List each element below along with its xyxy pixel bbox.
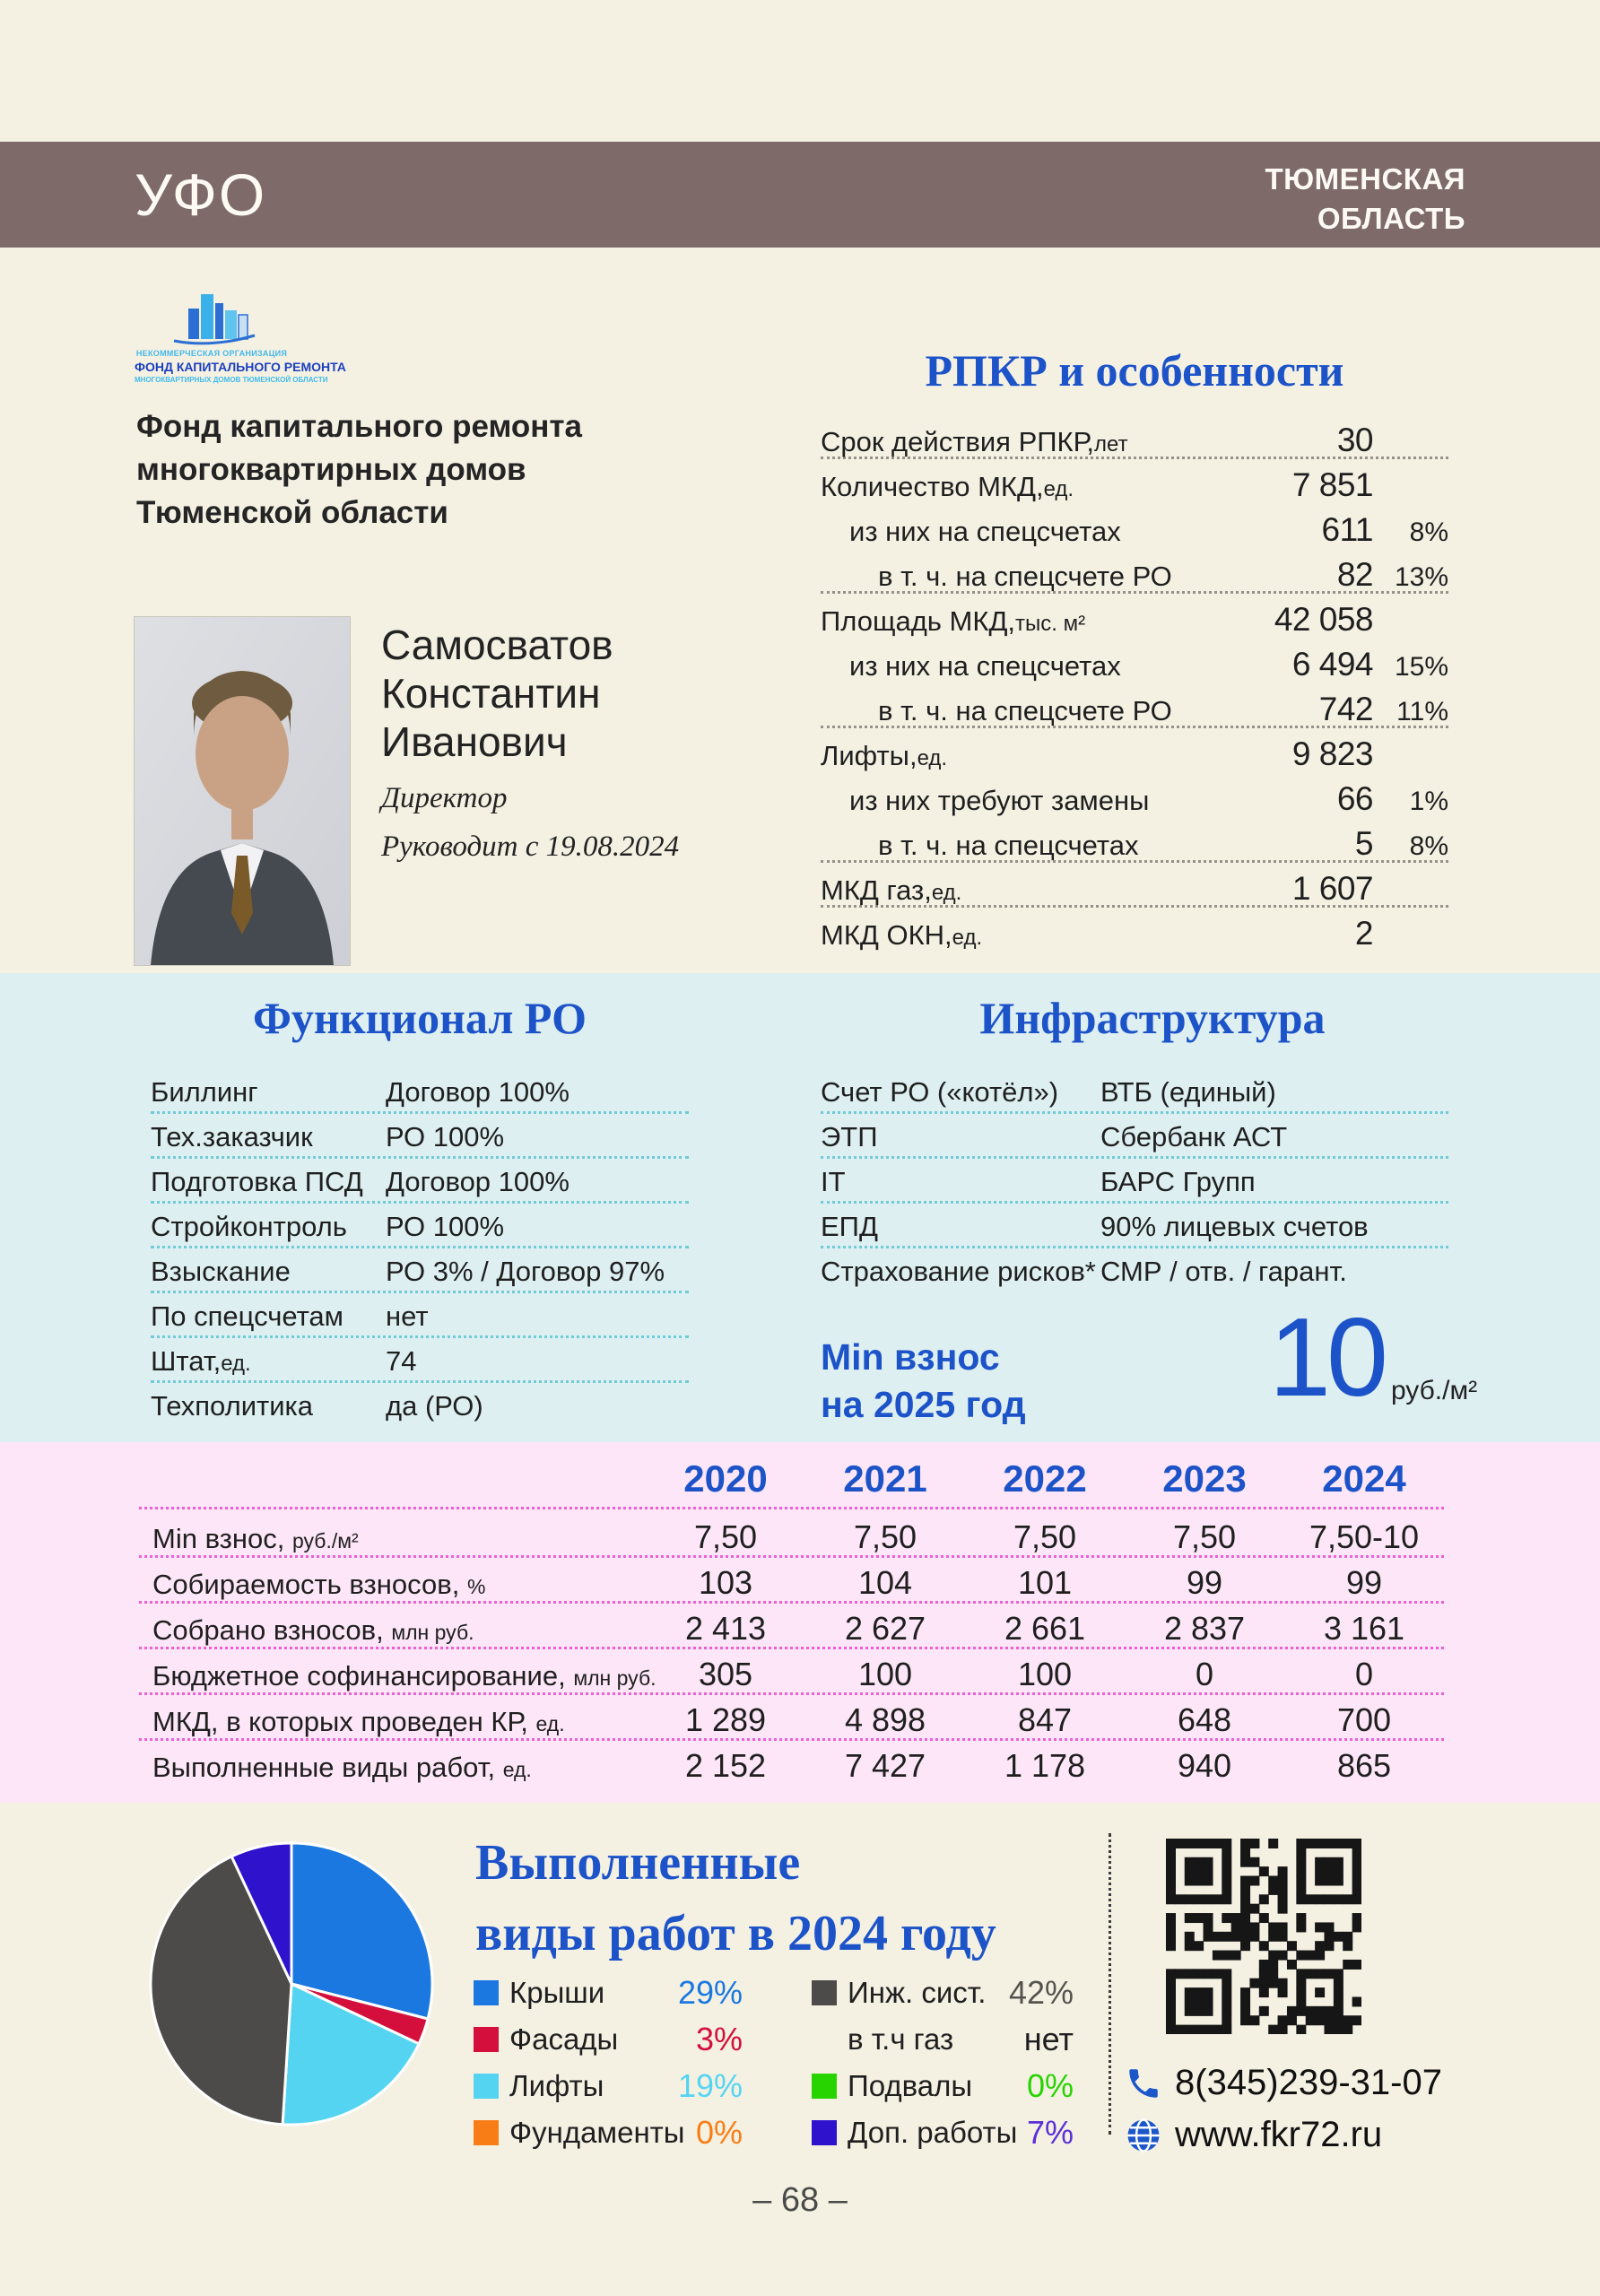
legend-swatch bbox=[812, 1980, 837, 2005]
rpkr-row bbox=[821, 549, 1448, 594]
phone-row bbox=[1125, 2063, 1442, 2103]
row-values bbox=[646, 1701, 1444, 1739]
row-label: Стройконтроль bbox=[151, 1211, 347, 1242]
year-value: 847 bbox=[1017, 1701, 1073, 1738]
years-header bbox=[139, 1457, 1444, 1509]
row-label: Биллинг bbox=[151, 1076, 258, 1108]
row-label: Взыскание bbox=[151, 1256, 291, 1287]
row-label: ЭТП bbox=[821, 1121, 878, 1152]
row-label: из них требуют замены bbox=[849, 785, 1150, 816]
legend-swatch bbox=[474, 2027, 499, 2052]
legend-label: Фундаменты bbox=[509, 2116, 685, 2149]
region-line1: ТЮМЕНСКАЯ bbox=[1265, 162, 1465, 196]
legend-label: Доп. работы bbox=[848, 2116, 1018, 2149]
year-value: 99 bbox=[1186, 1564, 1223, 1601]
year-value: 7,50-10 bbox=[1309, 1518, 1420, 1555]
legend-item bbox=[474, 1970, 743, 2016]
functional-row bbox=[151, 1383, 689, 1428]
infrastructure-row bbox=[821, 1204, 1448, 1248]
years-row bbox=[139, 1558, 1444, 1604]
min-fee-label bbox=[821, 1334, 1026, 1429]
page-number: – 68 – bbox=[752, 2181, 848, 2219]
buildings-icon bbox=[161, 291, 262, 346]
row-value: 74 bbox=[386, 1345, 417, 1377]
rpkr-row bbox=[821, 639, 1448, 683]
row-label: IT bbox=[821, 1166, 846, 1197]
year-value: 100 bbox=[857, 1656, 913, 1692]
year-value: 7 427 bbox=[844, 1747, 926, 1784]
row-label: Срок действия РПКР,лет bbox=[821, 426, 1128, 457]
row-label: По спецсчетам bbox=[151, 1300, 343, 1332]
row-value: Договор 100% bbox=[386, 1166, 570, 1197]
row-value: 82 bbox=[1336, 556, 1373, 593]
year-label: 2020 bbox=[683, 1457, 768, 1500]
year-value: 2 413 bbox=[684, 1610, 767, 1647]
legend-value: 0% bbox=[695, 2114, 743, 2151]
legend-item bbox=[474, 2109, 743, 2156]
chart-legend-left bbox=[474, 1970, 743, 2156]
row-value: ВТБ (единый) bbox=[1100, 1076, 1276, 1108]
row-value: 66 bbox=[1336, 780, 1373, 817]
chart-title bbox=[475, 1828, 996, 1970]
legend-value: нет bbox=[1023, 2021, 1074, 2057]
legend-swatch bbox=[812, 2074, 837, 2099]
director-name-line2: Константин bbox=[381, 670, 601, 717]
functional-table bbox=[151, 1069, 689, 1428]
functional-row bbox=[151, 1069, 689, 1114]
rpkr-row bbox=[821, 594, 1448, 639]
legend-item bbox=[474, 2063, 743, 2109]
infrastructure-table bbox=[821, 1069, 1448, 1293]
legend-item bbox=[812, 2063, 1074, 2109]
year-value: 2 152 bbox=[684, 1747, 767, 1784]
row-percent: 15% bbox=[1394, 652, 1448, 682]
chart-title-line2: виды работ в 2024 году bbox=[475, 1906, 996, 1961]
rpkr-table bbox=[821, 414, 1448, 952]
rpkr-section-title: РПКР и особенности bbox=[925, 345, 1344, 396]
year-value: 1 289 bbox=[684, 1701, 767, 1738]
year-value: 940 bbox=[1177, 1747, 1232, 1784]
rpkr-row bbox=[821, 773, 1448, 818]
row-value: 1 607 bbox=[1291, 870, 1373, 907]
row-value: РО 100% bbox=[386, 1121, 505, 1152]
row-label: Штат,ед. bbox=[151, 1345, 251, 1377]
row-label: Страхование рисков* bbox=[821, 1256, 1096, 1287]
director-position: Директор bbox=[381, 782, 508, 814]
year-value: 648 bbox=[1177, 1701, 1232, 1738]
row-label: Min взнос, руб./м² bbox=[152, 1523, 359, 1554]
portrait-image bbox=[135, 617, 350, 965]
legend-label: Фасады bbox=[509, 2022, 619, 2056]
chart-title-line1: Выполненные bbox=[475, 1835, 801, 1891]
rpkr-row bbox=[821, 504, 1448, 549]
infrastructure-row bbox=[821, 1069, 1448, 1114]
year-value: 865 bbox=[1336, 1747, 1392, 1784]
legend-label: в т.ч газ bbox=[848, 2022, 954, 2056]
infrastructure-row bbox=[821, 1248, 1448, 1293]
functional-row bbox=[151, 1204, 689, 1248]
years-table bbox=[139, 1512, 1444, 1787]
region-label bbox=[1265, 160, 1465, 239]
row-label: Количество МКД,ед. bbox=[821, 471, 1074, 502]
legend-item bbox=[474, 2016, 743, 2063]
fund-name-line1: Фонд капитального ремонта bbox=[136, 409, 583, 444]
row-values bbox=[646, 1610, 1444, 1648]
rpkr-row bbox=[821, 459, 1448, 504]
legend-item bbox=[812, 1970, 1074, 2016]
row-label: в т. ч. на спецсчете РО bbox=[878, 695, 1172, 726]
row-label: Собрано взносов, млн руб. bbox=[152, 1614, 474, 1646]
qr-code bbox=[1166, 1839, 1361, 2034]
rpkr-row bbox=[821, 908, 1448, 952]
row-label: МКД газ,ед. bbox=[821, 874, 962, 906]
row-value: СМР / отв. / гарант. bbox=[1100, 1256, 1347, 1287]
min-fee-unit: руб./м² bbox=[1390, 1376, 1478, 1405]
row-label: из них на спецсчетах bbox=[849, 650, 1121, 682]
logo-line2: ФОНД КАПИТАЛЬНОГО РЕМОНТА bbox=[135, 360, 346, 374]
row-label: Подготовка ПСД bbox=[151, 1166, 363, 1197]
vertical-divider bbox=[1109, 1833, 1111, 2135]
year-value: 7,50 bbox=[693, 1518, 758, 1555]
row-value: нет bbox=[386, 1300, 429, 1332]
year-value: 2 661 bbox=[1004, 1610, 1086, 1647]
year-value: 7,50 bbox=[1013, 1518, 1077, 1555]
year-value: 0 bbox=[1354, 1656, 1374, 1692]
row-percent: 8% bbox=[1409, 831, 1448, 861]
legend-item bbox=[812, 2109, 1074, 2156]
row-value: 5 bbox=[1354, 825, 1373, 862]
row-label: Техполитика bbox=[151, 1390, 314, 1422]
infrastructure-row bbox=[821, 1114, 1448, 1159]
row-label: Счет РО («котёл») bbox=[821, 1076, 1059, 1108]
phone-icon bbox=[1125, 2065, 1162, 2102]
year-value: 2 627 bbox=[844, 1610, 926, 1647]
row-value: 611 bbox=[1321, 511, 1373, 548]
functional-row bbox=[151, 1114, 689, 1159]
row-value: 90% лицевых счетов bbox=[1100, 1211, 1369, 1242]
infrastructure-section-title: Инфраструктура bbox=[979, 993, 1326, 1043]
legend-label: Крыши bbox=[509, 1976, 605, 2009]
row-value: 42 058 bbox=[1274, 601, 1373, 638]
year-value: 0 bbox=[1195, 1656, 1214, 1692]
min-fee-label-line1: Min взнос bbox=[821, 1336, 1000, 1378]
legend-value: 0% bbox=[1026, 2067, 1074, 2104]
year-label: 2022 bbox=[1003, 1457, 1087, 1500]
years-row bbox=[139, 1512, 1444, 1558]
row-value: 9 823 bbox=[1291, 735, 1373, 772]
year-value: 103 bbox=[698, 1564, 753, 1601]
row-value: РО 3% / Договор 97% bbox=[386, 1256, 665, 1287]
rpkr-row bbox=[821, 414, 1448, 459]
director-photo bbox=[135, 617, 350, 965]
row-label: Выполненные виды работ, ед. bbox=[152, 1752, 532, 1783]
legend-swatch bbox=[812, 2120, 837, 2145]
year-value: 7,50 bbox=[853, 1518, 917, 1555]
row-label: из них на спецсчетах bbox=[849, 516, 1121, 547]
logo-line3: МНОГОКВАРТИРНЫХ ДОМОВ ТЮМЕНСКОЙ ОБЛАСТИ bbox=[135, 376, 328, 384]
row-label: в т. ч. на спецсчете РО bbox=[878, 561, 1172, 592]
chart-legend-right bbox=[812, 1970, 1074, 2156]
year-value: 305 bbox=[698, 1656, 753, 1692]
region-line2: ОБЛАСТЬ bbox=[1317, 202, 1465, 235]
district-label: УФО bbox=[135, 161, 267, 228]
legend-value: 19% bbox=[677, 2067, 743, 2104]
row-percent: 13% bbox=[1394, 562, 1448, 592]
legend-item bbox=[812, 2016, 1074, 2063]
rpkr-row bbox=[821, 728, 1448, 773]
logo-line1: НЕКОММЕРЧЕСКАЯ ОРГАНИЗАЦИЯ bbox=[135, 349, 288, 358]
rpkr-row bbox=[821, 863, 1448, 908]
year-value: 700 bbox=[1336, 1701, 1392, 1738]
functional-row bbox=[151, 1248, 689, 1293]
year-value: 100 bbox=[1017, 1656, 1073, 1692]
year-value: 99 bbox=[1345, 1564, 1383, 1601]
functional-row bbox=[151, 1293, 689, 1338]
legend-swatch bbox=[474, 2120, 499, 2145]
years-header-cells bbox=[646, 1457, 1444, 1507]
fund-logo bbox=[135, 291, 346, 384]
rpkr-row bbox=[821, 683, 1448, 728]
functional-row bbox=[151, 1159, 689, 1204]
row-values bbox=[646, 1656, 1444, 1693]
rpkr-row bbox=[821, 818, 1448, 863]
row-value: 2 bbox=[1354, 915, 1373, 952]
row-label: Тех.заказчик bbox=[151, 1121, 313, 1152]
director-name-line3: Иванович bbox=[381, 718, 568, 765]
year-value: 3 161 bbox=[1323, 1610, 1405, 1647]
year-value: 7,50 bbox=[1172, 1518, 1237, 1555]
year-value: 4 898 bbox=[844, 1701, 926, 1738]
years-row bbox=[139, 1741, 1444, 1787]
row-label: МКД ОКН,ед. bbox=[821, 919, 983, 951]
row-values bbox=[646, 1747, 1444, 1785]
year-value: 104 bbox=[857, 1564, 913, 1601]
row-label: МКД, в которых проведен КР, ед. bbox=[152, 1706, 565, 1737]
functional-row bbox=[151, 1338, 689, 1383]
fund-name-line2: многоквартирных домов bbox=[136, 452, 526, 487]
row-percent: 8% bbox=[1409, 517, 1448, 547]
year-value: 2 837 bbox=[1163, 1610, 1246, 1647]
legend-label: Подвалы bbox=[848, 2069, 973, 2102]
legend-swatch bbox=[474, 1980, 499, 2005]
legend-label: Лифты bbox=[509, 2069, 604, 2102]
year-label: 2023 bbox=[1162, 1457, 1247, 1500]
legend-value: 7% bbox=[1026, 2114, 1074, 2151]
row-value: 742 bbox=[1318, 691, 1373, 727]
infrastructure-row bbox=[821, 1159, 1448, 1204]
row-value: РО 100% bbox=[386, 1211, 505, 1242]
row-label: в т. ч. на спецсчетах bbox=[878, 830, 1139, 861]
row-values bbox=[646, 1518, 1444, 1556]
row-percent: 1% bbox=[1409, 787, 1448, 816]
website-url: www.fkr72.ru bbox=[1175, 2115, 1383, 2154]
row-label: Площадь МКД,тыс. м² bbox=[821, 605, 1086, 637]
director-name bbox=[381, 621, 613, 766]
row-label: Бюджетное софинансирование, млн руб. bbox=[152, 1660, 657, 1692]
year-label: 2021 bbox=[843, 1457, 927, 1500]
works-pie-chart bbox=[148, 1840, 435, 2127]
phone-number: 8(345)239-31-07 bbox=[1175, 2063, 1442, 2102]
globe-icon bbox=[1125, 2117, 1162, 2154]
legend-value: 3% bbox=[695, 2021, 743, 2057]
website-row bbox=[1125, 2115, 1382, 2155]
row-value: 30 bbox=[1336, 422, 1373, 458]
functional-section-title: Функционал РО bbox=[252, 993, 587, 1043]
year-label: 2024 bbox=[1322, 1457, 1406, 1500]
years-header-spacer bbox=[139, 1457, 646, 1507]
row-value: Договор 100% bbox=[386, 1076, 570, 1108]
row-value: 6 494 bbox=[1291, 646, 1373, 683]
row-label: Лифты,ед. bbox=[821, 740, 948, 771]
years-row bbox=[139, 1604, 1444, 1649]
director-name-line1: Самосватов bbox=[381, 622, 613, 668]
min-fee-amount: 10 bbox=[1269, 1296, 1384, 1420]
years-row bbox=[139, 1649, 1444, 1695]
year-value: 101 bbox=[1017, 1564, 1073, 1601]
fund-name-line3: Тюменской области bbox=[136, 495, 448, 530]
legend-value: 29% bbox=[677, 1974, 743, 2011]
legend-swatch bbox=[474, 2074, 499, 2099]
row-value: БАРС Групп bbox=[1100, 1166, 1256, 1197]
header-bar bbox=[0, 142, 1600, 248]
row-percent: 11% bbox=[1396, 697, 1448, 726]
min-fee-value bbox=[1269, 1296, 1478, 1420]
year-value: 1 178 bbox=[1004, 1747, 1086, 1784]
row-value: Сбербанк АСТ bbox=[1100, 1121, 1288, 1152]
years-row bbox=[139, 1695, 1444, 1741]
row-label: Собираемость взносов, % bbox=[152, 1569, 486, 1600]
director-tenure: Руководит с 19.08.2024 bbox=[381, 831, 680, 863]
row-value: 7 851 bbox=[1291, 466, 1373, 503]
min-fee-label-line2: на 2025 год bbox=[821, 1384, 1026, 1425]
row-values bbox=[646, 1564, 1444, 1602]
legend-value: 42% bbox=[1008, 1974, 1074, 2011]
row-label: ЕПД bbox=[821, 1211, 878, 1242]
fund-name bbox=[136, 405, 582, 535]
legend-label: Инж. сист. bbox=[848, 1976, 987, 2009]
row-value: да (РО) bbox=[386, 1390, 483, 1422]
